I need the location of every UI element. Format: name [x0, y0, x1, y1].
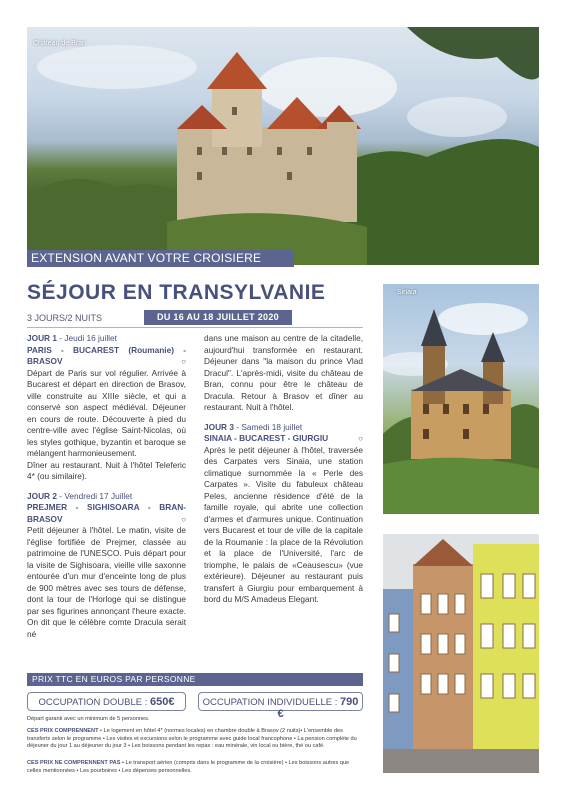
day-label: JOUR 2 — [27, 490, 57, 501]
dates-label: DU 16 AU 18 JUILLET 2020 — [157, 312, 279, 322]
bran-castle-photo — [27, 27, 539, 265]
day-route — [27, 345, 186, 368]
itinerary-column-left — [27, 333, 186, 640]
sinaia-castle-photo — [383, 284, 539, 514]
day-label: JOUR 3 — [204, 421, 234, 432]
price-label: OCCUPATION INDIVIDUELLE : — [202, 697, 341, 708]
itinerary-column-right — [204, 333, 363, 606]
day-text: Départ de Paris sur vol régulier. Arrivée à Bucarest et départ en direction de Brasov, ville construite au XIIIe siècle, et qui a conservé son aspect médiéval. Déjeuner en cours de route. Découverte à pied du centre-ville avec l'église Saint-Nicolas, où les styles gothique, byzantin et baroque se mélangent harmonieusement. — [27, 367, 186, 458]
price-double-text — [28, 696, 185, 708]
route-label: SINAIA - BUCAREST - GIURGIU — [204, 433, 329, 443]
day-heading — [27, 333, 186, 345]
price-heading — [27, 673, 363, 686]
day-text: Dîner au restaurant. Nuit à l'hôtel Teleferic 4* (ou similaire). — [27, 459, 186, 481]
excludes-text: • Le transport aérien (compris dans le programme de la croisière) • Les boissons autres que celles mentionnées • Les pourboires • Les dépenses personnelles. — [27, 760, 350, 774]
price-label: OCCUPATION DOUBLE : — [38, 697, 151, 708]
day-date: - Samedi 18 juillet — [233, 421, 303, 432]
dates-badge — [144, 310, 292, 325]
divider — [27, 327, 363, 328]
brasov-street-photo — [383, 534, 539, 773]
includes-note — [27, 728, 363, 751]
page-title: SÉJOUR EN TRANSYLVANIE — [27, 281, 326, 304]
price-single — [198, 692, 363, 720]
day-label: JOUR 1 — [27, 333, 57, 343]
excludes-label: CES PRIX NE COMPRENNENT PAS — [27, 760, 121, 766]
route-label: PREJMER - SIGHISOARA - BRAN-BRASOV — [27, 502, 186, 524]
price-heading-label: PRIX TTC EN EUROS PAR PERSONNE — [32, 674, 196, 684]
minimum-note: Départ garanti avec un minimum de 5 personnes. — [27, 716, 150, 722]
photo-caption: Château de Bran — [33, 40, 86, 47]
day-text: Petit déjeuner à l'hôtel. Le matin, visite de l'église fortifiée de Prejmer, classée au patrimoine de l'UNESCO. Puis départ pour la visite de Sighisoara, vieille ville saxonne entourée d'un mur d'enceinte long de plus de 900 mètres avec ses tours de défense, dont la tour de l'Horloge qui se distingue par ses figurines annonçant l'heure exacte. On dit que le célèbre comte Dracula serait né — [27, 525, 186, 639]
day-date: - Vendredi 17 Juillet — [56, 490, 133, 501]
day-heading — [27, 491, 186, 503]
circle-icon: ○ — [181, 357, 186, 366]
price-value: 790 € — [277, 696, 359, 720]
day-route — [204, 433, 363, 445]
day-text: dans une maison au centre de la citadelle, aujourd'hui transformée en restaurant. Déjeuner dans "la maison du prince Vlad Dracul". L'après-midi, visite du château de Bran, connu pour être le château de Dracula. Retour à Brasov et dîner au restaurant. Nuit à l'hôtel. — [204, 333, 363, 412]
day-date: - Jeudi 16 juillet — [56, 333, 117, 343]
price-double — [27, 692, 186, 711]
price-value: 650€ — [150, 696, 175, 708]
section-band — [27, 250, 294, 267]
day-heading — [204, 422, 363, 434]
includes-label: CES PRIX COMPRENNENT — [27, 728, 99, 734]
circle-icon: ○ — [358, 434, 363, 443]
circle-icon: ○ — [181, 514, 186, 524]
includes-text: • Le logement en hôtel 4* (normes locales) en chambre double à Brasov (2 nuits)• L'ensemble des transferts selon le programme • Les visites et excursions selon le programme avec guide local francophone • La pension complète du déjeuner du jour 1 au déjeuner du jour 3 • Les boissons pendant les repas : eau minérale, vin local ou bière, thé ou café. — [27, 728, 357, 750]
excludes-note — [27, 760, 363, 775]
day-text: Après le petit déjeuner à l'hôtel, traversée des Carpates vers Sinaia, une station climatique surnommée la « Perle des Carpates ». Visite du fabuleux château Peles, ancienne résidence d'été de la famille royale, qui abrite une collection d'armes et d'armures unique. Continuation vers Bucarest et tour de ville de la capitale de la Roumanie : la place de la Révolution et la place de l'Université, l'arc de triomphe, le palais de «Ceausescu» (vue extérieure). Déjeuner au restaurant puis transfert à Giurgiu pour embarquement à bord du M/S Amadeus Elegant. — [204, 444, 363, 604]
band-label: EXTENSION AVANT VOTRE CROISIERE — [31, 251, 262, 265]
duration-label: 3 JOURS/2 NUITS — [27, 313, 103, 323]
day-route — [27, 502, 186, 525]
photo-caption: Sinaia — [397, 289, 417, 296]
route-label: PARIS - BUCAREST (Roumanie) - BRASOV — [27, 344, 186, 366]
